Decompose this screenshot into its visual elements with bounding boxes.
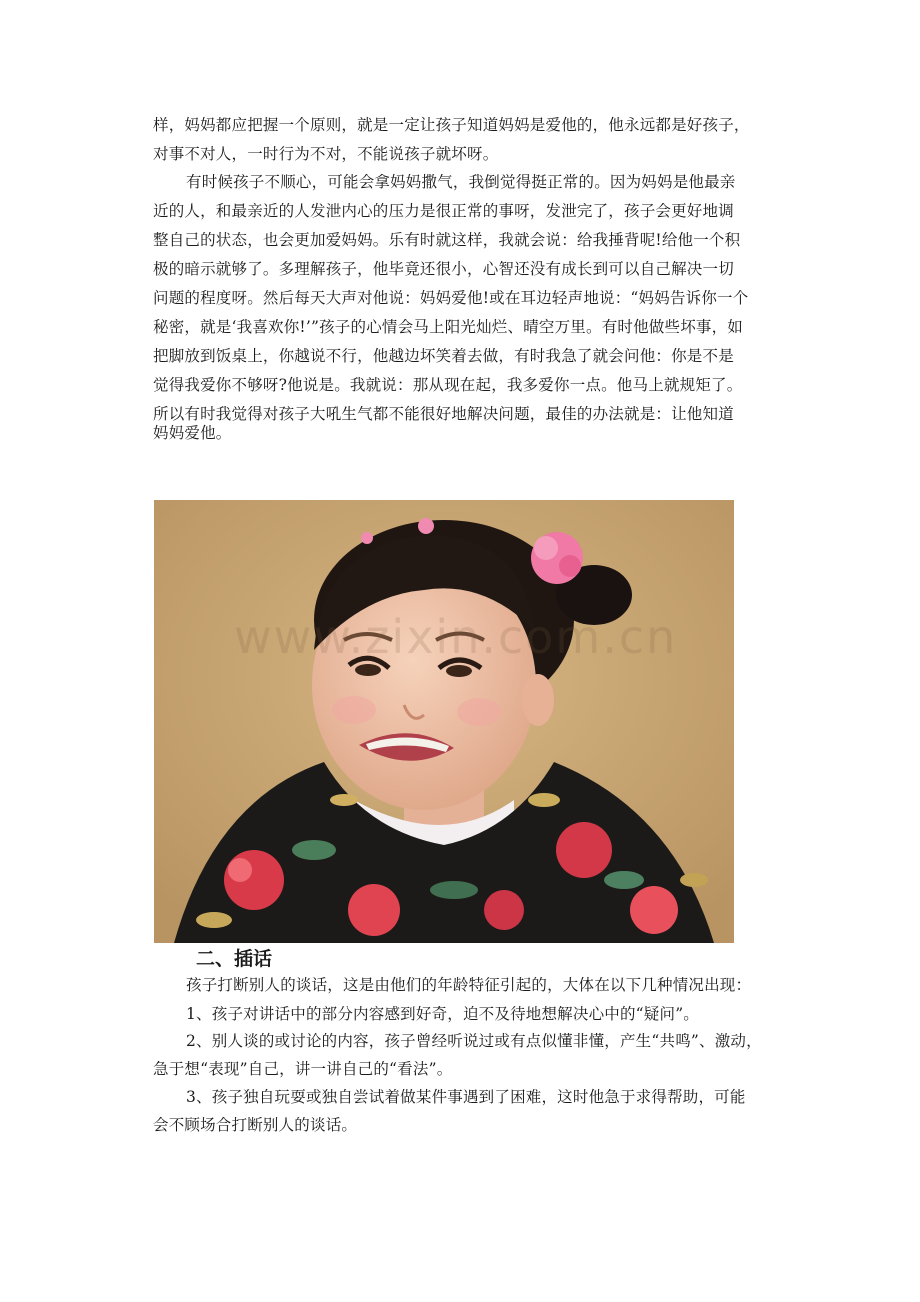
text-line: 整自己的状态，也会更加爱妈妈。乐有时就这样，我就会说：给我捶背呢!给他一个积: [153, 231, 741, 249]
watermark-text: www.zixin.com.cn: [234, 610, 678, 664]
text-line: 有时候孩子不顺心，可能会拿妈妈撒气，我倒觉得挺正常的。因为妈妈是他最亲: [186, 173, 736, 191]
text-line: 急于想“表现”自己，讲一讲自己的“看法”。: [153, 1060, 453, 1078]
text-line: 把脚放到饭桌上，你越说不行，他越边坏笑着去做，有时我急了就会问他：你是不是: [153, 347, 734, 365]
list-item: 1、孩子对讲话中的部分内容感到好奇，迫不及待地想解决心中的“疑问”。: [186, 1005, 700, 1023]
crying-girl-illustration: [154, 500, 734, 943]
text-line: 孩子打断别人的谈话，这是由他们的年龄特征引起的，大体在以下几种情况出现：: [186, 976, 752, 994]
text-line: 近的人，和最亲近的人发泄内心的压力是很正常的事呀，发泄完了，孩子会更好地调: [153, 202, 734, 220]
photo-crying-girl: [154, 500, 734, 943]
text-line: 问题的程度呀。然后每天大声对他说：妈妈爱他!或在耳边轻声地说：“妈妈告诉你一个: [153, 289, 749, 307]
text-line: 极的暗示就够了。多理解孩子，他毕竟还很小，心智还没有成长到可以自己解决一切: [153, 260, 734, 278]
text-line: 所以有时我觉得对孩子大吼生气都不能很好地解决问题，最佳的办法就是：让他知道: [153, 405, 734, 423]
list-item: 2、别人谈的或讨论的内容，孩子曾经听说过或有点似懂非懂，产生“共鸣”、激动，: [186, 1032, 762, 1050]
text-line: 样，妈妈都应把握一个原则，就是一定让孩子知道妈妈是爱他的，他永远都是好孩子，: [153, 116, 750, 134]
list-item: 3、孩子独自玩耍或独自尝试着做某件事遇到了困难，这时他急于求得帮助，可能: [186, 1088, 746, 1106]
text-line: 觉得我爱你不够呀?他说是。我就说：那从现在起，我多爱你一点。他马上就规矩了。: [153, 376, 743, 394]
text-line: 秘密，就是‘我喜欢你!’”孩子的心情会马上阳光灿烂、晴空万里。有时他做些坏事，如: [153, 318, 744, 336]
text-line: 会不顾场合打断别人的谈话。: [153, 1116, 358, 1134]
text-line: 妈妈爱他。: [153, 424, 232, 442]
section-heading: 二、插话: [196, 948, 273, 970]
text-line: 对事不对人，一时行为不对，不能说孩子就坏呀。: [153, 145, 499, 163]
